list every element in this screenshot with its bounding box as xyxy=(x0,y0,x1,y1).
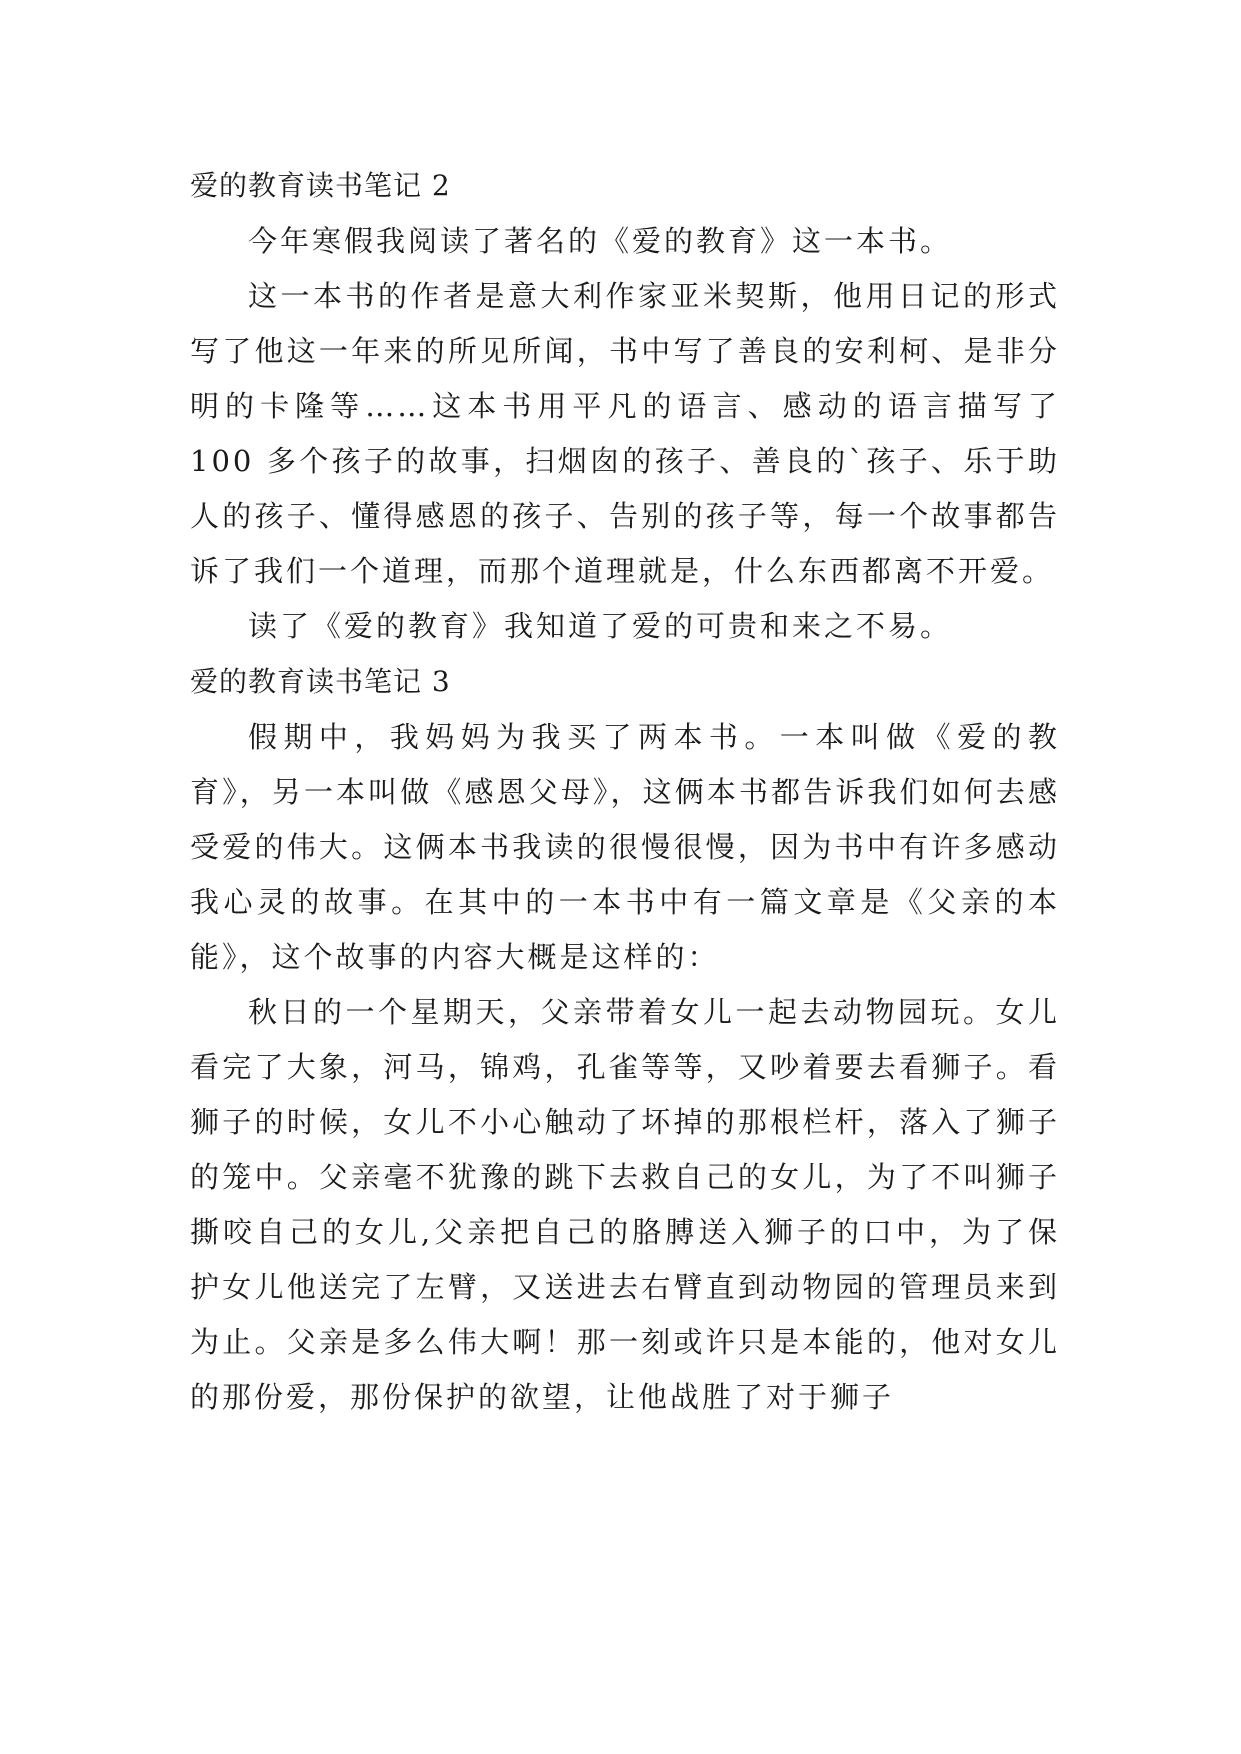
section-note-3 xyxy=(190,654,1060,1425)
paragraph: 秋日的一个星期天，父亲带着女儿一起去动物园玩。女儿看完了大象，河马，锦鸡，孔雀等等，又吵着要去看狮子。看狮子的时候，女儿不小心触动了坏掉的那根栏杆，落入了狮子的笼中。父亲毫不犹豫的跳下去救自己的女儿，为了不叫狮子撕咬自己的女儿,父亲把自己的胳膊送入狮子的口中，为了保护女儿他送完了左臂，又送进去右臂直到动物园的管理员来到为止。父亲是多么伟大啊！那一刻或许只是本能的，他对女儿的那份爱，那份保护的欲望，让他战胜了对于狮子 xyxy=(190,995,1060,1414)
section-note-2 xyxy=(190,158,1060,654)
paragraph: 读了《爱的教育》我知道了爱的可贵和来之不易。 xyxy=(248,609,953,643)
section-title: 爱的教育读书笔记 3 xyxy=(190,665,451,698)
document-body xyxy=(190,158,1060,1425)
paragraph: 这一本书的作者是意大利作家亚米契斯，他用日记的形式写了他这一年来的所见所闻，书中写了善良的安利柯、是非分明的卡隆等……这本书用平凡的语言、感动的语言描写了 100 多个孩子的故事，扫烟囱的孩子、善良的`孩子、乐于助人的孩子、懂得感恩的孩子、告别的孩子等，每一个故事都告诉了我们一个道理，而那个道理就是，什么东西都离不开爱。 xyxy=(190,279,1060,588)
paragraph: 假期中，我妈妈为我买了两本书。一本叫做《爱的教育》，另一本叫做《感恩父母》，这俩本书都告诉我们如何去感受爱的伟大。这俩本书我读的很慢很慢，因为书中有许多感动我心灵的故事。在其中的一本书中有一篇文章是《父亲的本能》，这个故事的内容大概是这样的： xyxy=(190,720,1060,974)
section-title: 爱的教育读书笔记 2 xyxy=(190,169,451,202)
paragraph: 今年寒假我阅读了著名的《爱的教育》这一本书。 xyxy=(248,224,953,258)
